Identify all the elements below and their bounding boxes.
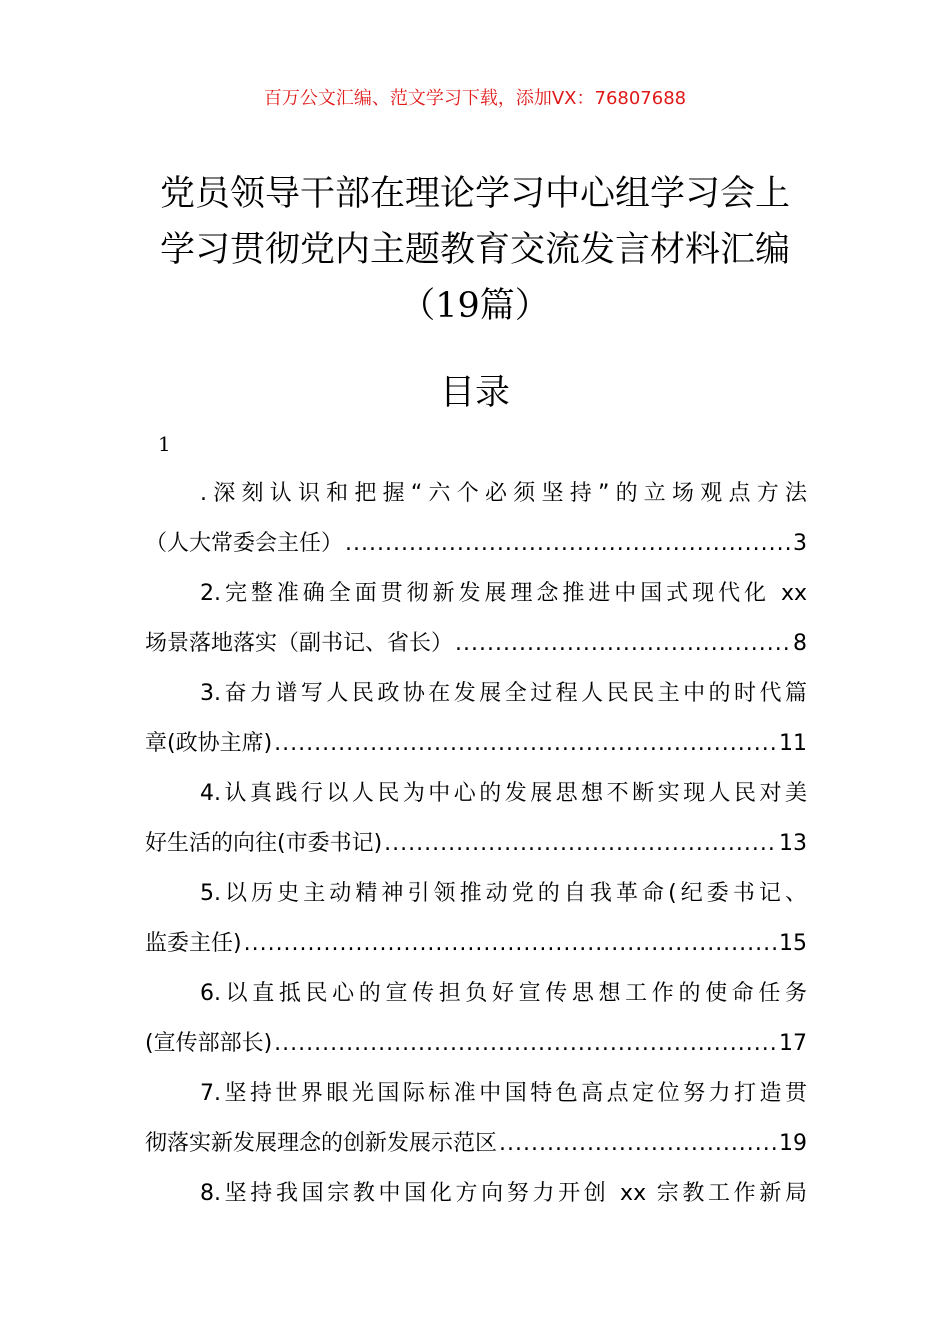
toc-entry-subtitle: (宣传部部长) [145, 1031, 273, 1056]
toc-entry-2[interactable] [145, 569, 807, 669]
dot-leader [345, 519, 791, 569]
toc-entry-subtitle: 章(政协主席) [145, 731, 273, 756]
toc-page-number: 13 [779, 831, 807, 856]
table-of-contents [145, 469, 807, 1219]
toc-page-number: 19 [779, 1131, 807, 1156]
toc-entry-title: .深刻认识和把握“六个必须坚持”的立场观点方法 [200, 481, 807, 506]
toc-entry-8[interactable] [145, 1169, 807, 1219]
toc-entry-title: 5.以历史主动精神引领推动党的自我革命(纪委书记、 [200, 881, 807, 906]
dot-leader [384, 819, 777, 869]
toc-entry-title: 3.奋力谱写人民政协在发展全过程人民民主中的时代篇 [200, 681, 807, 706]
toc-entry-3[interactable] [145, 669, 807, 769]
toc-entry-title: 8.坚持我国宗教中国化方向努力开创 xx 宗教工作新局 [200, 1181, 807, 1206]
dot-leader [244, 919, 777, 969]
toc-page-number: 11 [779, 731, 807, 756]
title-line-2: 学习贯彻党内主题教育交流发言材料汇编 [159, 230, 790, 270]
toc-page-number: 17 [779, 1031, 807, 1056]
title-line-3 [0, 278, 950, 334]
dot-leader [455, 619, 791, 669]
toc-entry-title: 7.坚持世界眼光国际标准中国特色高点定位努力打造贯 [200, 1081, 807, 1106]
title-paren-open: （ [400, 286, 436, 326]
toc-entry-4[interactable] [145, 769, 807, 869]
orphan-number: 1 [158, 432, 171, 456]
toc-entry-title: 2.完整准确全面贯彻新发展理念推进中国式现代化 xx [200, 581, 807, 606]
document-title [0, 166, 950, 334]
toc-entry-6[interactable] [145, 969, 807, 1069]
toc-entry-subtitle: 监委主任) [145, 931, 242, 956]
toc-entry-title: 6.以直抵民心的宣传担负好宣传思想工作的使命任务 [200, 981, 807, 1006]
dot-leader [274, 719, 777, 769]
dot-leader [274, 1019, 777, 1069]
toc-entry-5[interactable] [145, 869, 807, 969]
title-paren-close: 篇） [479, 286, 550, 326]
dot-leader [499, 1119, 777, 1169]
toc-entry-subtitle: 场景落地落实（副书记、省长） [145, 631, 454, 656]
title-count: 19 [435, 286, 480, 326]
toc-entry-1[interactable] [145, 469, 807, 569]
toc-entry-subtitle: 彻落实新发展理念的创新发展示范区 [145, 1131, 498, 1156]
toc-page-number: 3 [793, 531, 807, 556]
toc-entry-7[interactable] [145, 1069, 807, 1169]
toc-entry-subtitle: （人大常委会主任） [145, 531, 344, 556]
title-line-1: 党员领导干部在理论学习中心组学习会上 [159, 174, 790, 214]
toc-heading: 目录 [439, 373, 510, 413]
watermark-banner: 百万公文汇编、范文学习下载，添加VX：76807688 [263, 88, 687, 109]
toc-page-number: 15 [779, 931, 807, 956]
toc-entry-title: 4.认真践行以人民为中心的发展思想不断实现人民对美 [200, 781, 807, 806]
toc-entry-subtitle: 好生活的向往(市委书记) [145, 831, 383, 856]
toc-page-number: 8 [793, 631, 807, 656]
